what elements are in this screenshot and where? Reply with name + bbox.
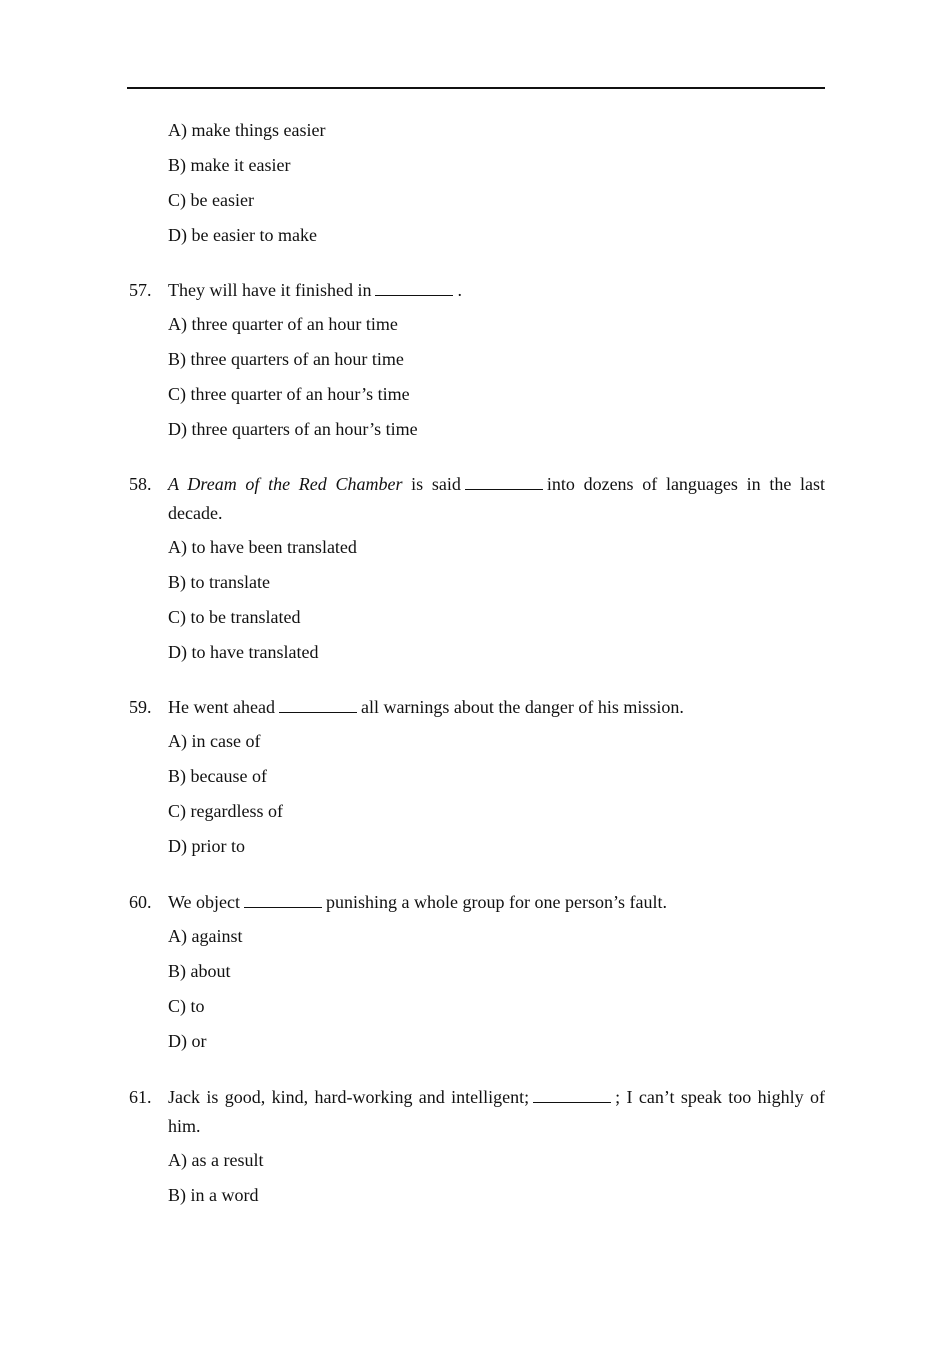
header-rule bbox=[127, 87, 825, 89]
question-number: 57. bbox=[129, 280, 152, 300]
stem-text-after: all warnings about the danger of his mission. bbox=[360, 697, 684, 717]
answer-blank bbox=[375, 294, 453, 296]
question-number: 58. bbox=[129, 474, 152, 494]
option-a: A) as a result bbox=[168, 1150, 264, 1170]
stem-text-before: is said bbox=[411, 474, 461, 494]
stem-text-after: . bbox=[457, 280, 462, 300]
option-d: D) to have translated bbox=[168, 642, 319, 662]
option-b: B) because of bbox=[168, 766, 267, 786]
question-61 bbox=[127, 1083, 825, 1213]
stem-text-before: They will have it finished in bbox=[168, 280, 372, 300]
question-number: 59. bbox=[129, 697, 152, 717]
option-d: D) prior to bbox=[168, 836, 245, 856]
carryover-options bbox=[127, 113, 825, 253]
question-58 bbox=[127, 470, 825, 670]
question-stem bbox=[127, 470, 825, 528]
option-b: B) three quarters of an hour time bbox=[168, 349, 404, 369]
option-a: A) to have been translated bbox=[168, 537, 357, 557]
option-b: B) to translate bbox=[168, 572, 270, 592]
answer-blank bbox=[465, 488, 543, 490]
option-a: A) in case of bbox=[168, 731, 261, 751]
stem-text-after: punishing a whole group for one person’s fault. bbox=[326, 892, 667, 912]
option-a: A) three quarter of an hour time bbox=[168, 314, 398, 334]
question-57 bbox=[127, 276, 825, 447]
answer-blank bbox=[279, 711, 357, 713]
answer-blank bbox=[244, 906, 322, 908]
question-60 bbox=[127, 888, 825, 1059]
question-stem bbox=[127, 888, 825, 917]
question-stem bbox=[127, 693, 825, 722]
stem-text-before: He went ahead bbox=[168, 697, 275, 717]
answer-blank bbox=[533, 1101, 611, 1103]
option-c: C) be easier bbox=[168, 190, 254, 210]
stem-text-before: Jack is good, kind, hard-working and intelligent; bbox=[168, 1087, 530, 1107]
option-a: A) make things easier bbox=[168, 120, 326, 140]
question-stem bbox=[127, 1083, 825, 1141]
option-d: D) or bbox=[168, 1031, 207, 1051]
question-number: 61. bbox=[129, 1087, 152, 1107]
stem-text-after: ; I can’t speak too highly of him. bbox=[168, 1087, 825, 1136]
option-d: D) be easier to make bbox=[168, 225, 317, 245]
option-c: C) to be translated bbox=[168, 607, 301, 627]
option-b: B) about bbox=[168, 961, 231, 981]
option-c: C) three quarter of an hour’s time bbox=[168, 384, 410, 404]
question-stem bbox=[127, 276, 825, 305]
stem-text-after: into dozens of languages in the last decade. bbox=[168, 474, 825, 523]
option-b: B) make it easier bbox=[168, 155, 291, 175]
book-title: A Dream of the Red Chamber bbox=[168, 474, 403, 494]
question-number: 60. bbox=[129, 892, 152, 912]
option-b: B) in a word bbox=[168, 1185, 259, 1205]
question-59 bbox=[127, 693, 825, 864]
option-c: C) regardless of bbox=[168, 801, 283, 821]
option-a: A) against bbox=[168, 926, 243, 946]
option-c: C) to bbox=[168, 996, 205, 1016]
option-d: D) three quarters of an hour’s time bbox=[168, 419, 418, 439]
stem-text-before: We object bbox=[168, 892, 241, 912]
